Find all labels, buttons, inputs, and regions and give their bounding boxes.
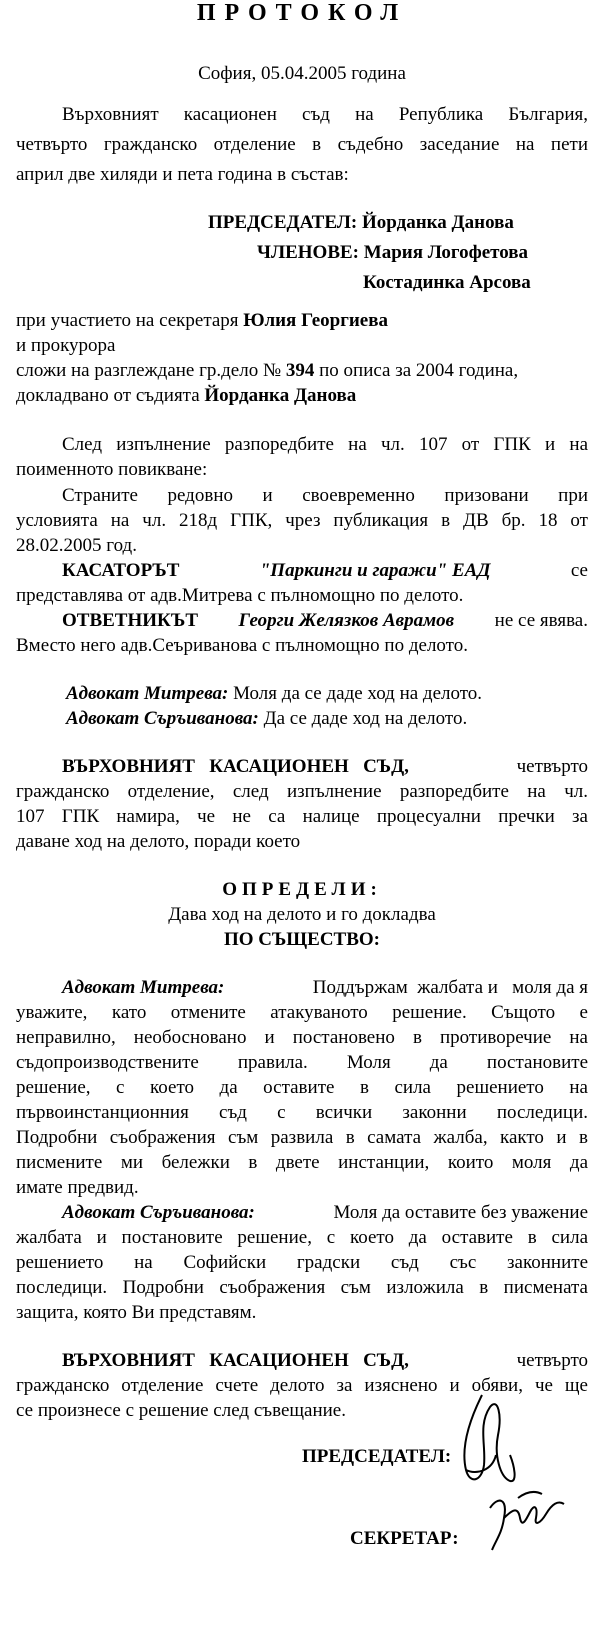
court-text: се произнесе с решение след съвещание. [16,1400,346,1421]
statement: Адвокат Съръиванова: Да се даде ход на делото. [66,708,468,729]
secretary-name: Юлия Георгиева [243,310,388,331]
court-line: ВЪРХОВНИЯТ КАСАЦИОНЕН СЪД, четвърто [62,1346,588,1375]
chair-name: Йорданка Данова [361,212,514,233]
reporter-line: докладвано от съдията Йорданка Данова [16,385,357,406]
statement-line: имате предвид. [16,1177,139,1198]
secretary-signature-image [478,1478,578,1558]
intro-line: четвърто гражданско отделение в съдебно заседание на пети [16,134,588,155]
statement-line: последици. Подробни съображения съм изложила в писмената [16,1277,588,1298]
statement-line: уважите, като отмените атакуваното решение. Същото е [16,1002,588,1023]
place-date: София, 05.04.2005 година [198,63,406,84]
intro-line: април две хиляди и пета година в състав: [16,164,349,185]
prosecutor-line: и прокурора [16,335,116,356]
court-name: ВЪРХОВНИЯТ КАСАЦИОНЕН СЪД, [62,756,409,777]
cassator-name: "Паркинги и гаражи" ЕАД [259,560,491,581]
chair-signature-label: ПРЕДСЕДАТЕЛ: [302,1446,452,1467]
secretary-signature-label: СЕКРЕТАР: [350,1528,459,1549]
reporter-name: Йорданка Данова [204,385,357,406]
ruling-text: Дава ход на делото и го докладва [168,904,436,925]
secretary-line: при участието на секретаря Юлия Георгиева [16,310,388,331]
statement-first-line: Адвокат Митрева: Поддържам жалбата и моля да я [62,973,588,1002]
statement-line: съдопроизводствените правила. Моля да постановите [16,1052,588,1073]
court-text: гражданско отделение счете делото за изяснено и обяви, че ще [16,1375,588,1396]
respondent-name: Георги Желязков Аврамов [238,610,455,631]
chair-label: ПРЕДСЕДАТЕЛ: [208,212,358,233]
members-label: ЧЛЕНОВЕ: [257,242,360,263]
intro-line: Върховният касационен съд на Република България, [62,104,588,125]
respondent-line: ОТВЕТНИКЪТ Георги Желязков Аврамов не се явява. [62,606,588,635]
statement: Адвокат Митрева: Моля да се даде ход на делото. [66,683,483,704]
document-title: ПРОТОКОЛ [196,0,408,26]
procedure-line: условията на чл. 218д ГПК, чрез публикация в ДВ бр. 18 от [16,510,588,531]
statement-line: първоинстанционния съд с всички законни последици. [16,1102,588,1123]
court-text: даване ход на делото, поради което [16,831,301,852]
case-number: 394 [285,360,315,381]
court-name: ВЪРХОВНИЯТ КАСАЦИОНЕН СЪД, [62,1350,409,1371]
cassator-line: КАСАТОРЪТ "Паркинги и гаражи" ЕАД се [62,556,588,585]
member-name: Костадинка Арсова [363,272,531,293]
speaker: Адвокат Митрева: [62,977,225,998]
statement-line: решение, с което да оставите в сила решението на [16,1077,588,1098]
ruling-heading: ОПРЕДЕЛИ: [222,879,382,900]
statement-line: жалбата и постановите решение, с което да оставите в сила [16,1227,588,1248]
cassator-label: КАСАТОРЪТ [62,560,180,581]
statement-first-line: Адвокат Съръиванова: Моля да оставите без уважение [62,1198,588,1227]
procedure-line: 28.02.2005 год. [16,535,137,556]
composition-members [257,238,528,267]
statement-line: Подробни съображения съм развила в самата жалба, както и в [16,1127,588,1148]
procedure-line: поименното повикване: [16,459,208,480]
composition-chair [208,208,514,237]
procedure-line: Страните редовно и своевременно призовани при [62,485,588,506]
statement-line: писмените ми бележки в двете инстанции, които моля да [16,1152,588,1173]
statement-line: защита, която Ви представям. [16,1302,257,1323]
respondent-label: ОТВЕТНИКЪТ [62,610,199,631]
cassator-representation: представлява от адв.Митрева с пълномощно по делото. [16,585,464,606]
speaker: Адвокат Митрева: [66,683,229,704]
member-name: Мария Логофетова [363,242,529,263]
court-text: гражданско отделение, след изпълнение разпоредбите на чл. [16,781,588,802]
procedure-line: След изпълнение разпоредбите на чл. 107 от ГПК и на [62,434,588,455]
statement-line: неправилно, необосновано и постановено в противоречие на [16,1027,588,1048]
speaker: Адвокат Съръиванова: [66,708,259,729]
case-line: сложи на разглеждане гр.дело № 394 по описа за 2004 година, [16,360,519,381]
ruling-subheading: ПО СЪЩЕСТВО: [223,929,381,950]
speaker: Адвокат Съръиванова: [62,1202,255,1223]
statement-line: решението на Софийски градски съд със законните [16,1252,588,1273]
respondent-representation: Вместо него адв.Сеъриванова с пълномощно по делото. [16,635,468,656]
court-text: 107 ГПК намира, че не са налице процесуални пречки за [16,806,588,827]
court-line: ВЪРХОВНИЯТ КАСАЦИОНЕН СЪД, четвърто [62,752,588,781]
